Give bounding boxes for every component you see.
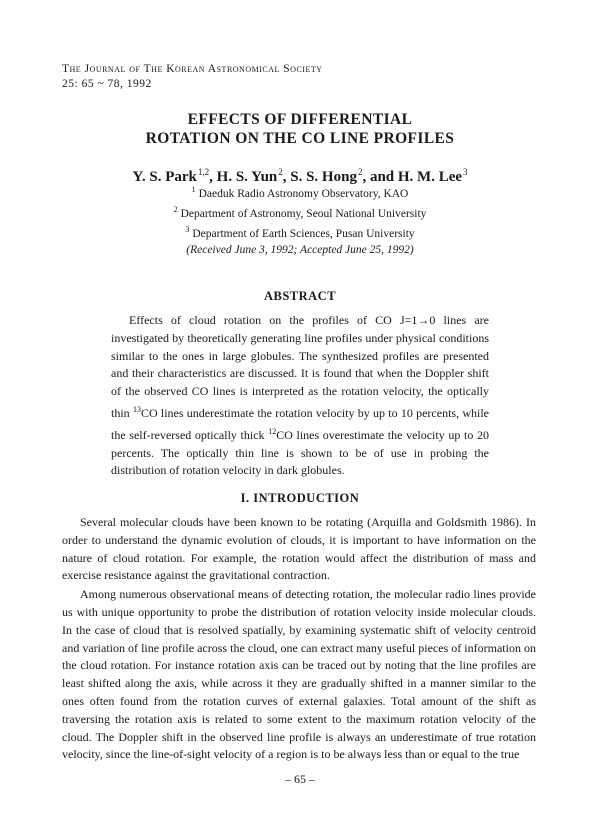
title-line-2: ROTATION ON THE CO LINE PROFILES bbox=[145, 130, 455, 147]
author-affil-mark: 1,2 bbox=[197, 167, 210, 177]
author-affil-mark: 2 bbox=[357, 167, 363, 177]
introduction-heading: I. INTRODUCTION bbox=[240, 491, 360, 505]
abstract-heading: ABSTRACT bbox=[263, 289, 337, 303]
introduction-body bbox=[62, 514, 536, 764]
affiliation bbox=[0, 182, 600, 202]
journal-header bbox=[62, 62, 323, 92]
affiliation bbox=[0, 222, 600, 242]
affiliation-mark: 3 bbox=[185, 225, 190, 234]
abstract-text: CO lines overestimate the velocity up to 20 percents. The optically thin line is shown to be of use in probing the distribution of rotation velocity in dark globules. bbox=[111, 427, 489, 478]
title-line-1: EFFECTS OF DIFFERENTIAL bbox=[187, 111, 413, 128]
author-affil-mark: 2 bbox=[278, 167, 283, 177]
author-name: H. S. Yun bbox=[216, 169, 278, 185]
affiliation-text: Department of Astronomy, Seoul National University bbox=[180, 208, 427, 220]
affiliation-mark: 2 bbox=[173, 205, 178, 214]
page-number: – 65 – bbox=[285, 772, 315, 786]
author-affil-mark: 3 bbox=[463, 167, 468, 177]
author-name: Y. S. Park bbox=[132, 169, 197, 185]
author-name: H. M. Lee bbox=[397, 169, 463, 185]
abstract-text: Effects of cloud rotation on the profiles of CO J=1→0 lines are investigated by theoretically generating line profiles under physical conditions similar to the ones in large globules. The synthesized profiles are presented and their characteristics are discussed. It is found that when the Doppler shift of the observed CO lines is interpreted as the rotation velocity, the optically thin bbox=[111, 313, 489, 420]
body-paragraph: Among numerous observational means of detecting rotation, the molecular radio lines provide us with unique opportunity to probe the distribution of rotation velocity inside molecular clouds. In the case of cloud that is resolved spatially, by examining systematic shift of velocity centroid and variation of line profile across the cloud, one can extract many useful pieces of information on the cloud rotation. For instance rotation axis can be traced out by noting that the line profiles are least shifted along the axis, while across it they are gradually shifted in a manner similar to the ones often found from the rotation curves of external galaxies. Total amount of the shift as traversing the rotation axis is related to some extent to the maximum rotation velocity of the cloud. The Doppler shift in the observed line profile is always an underestimate of true rotation velocity, since the line-of-sight velocity of a region is to be always less than or equal to the true bbox=[62, 587, 536, 762]
isotope-mark: 12 bbox=[268, 426, 277, 436]
author-separator: , bbox=[282, 169, 291, 185]
author-name: S. S. Hong bbox=[290, 169, 357, 185]
affiliation-mark: 1 bbox=[191, 185, 196, 194]
affiliation-text: Department of Earth Sciences, Pusan University bbox=[192, 228, 415, 240]
body-paragraph: Several molecular clouds have been known to be rotating (Arquilla and Goldsmith 1986). In order to understand the dynamic evolution of clouds, it is important to have information on the nature of cloud rotation. For example, the rotation would affect the distribution of mass and exercise resistance against the gravitational contraction. bbox=[62, 515, 536, 583]
author-separator: , bbox=[209, 169, 217, 185]
abstract-text: CO lines underestimate the rotation velocity by up to 10 percents, while the self-reversed optically thick bbox=[111, 405, 489, 442]
abstract-body bbox=[111, 312, 489, 480]
paper-title bbox=[0, 110, 600, 148]
affiliation-text: Daeduk Radio Astronomy Observatory, KAO bbox=[198, 188, 409, 200]
journal-citation: 25: 65 ~ 78, 1992 bbox=[62, 78, 152, 90]
author-separator: , and bbox=[362, 169, 398, 185]
isotope-mark: 13 bbox=[132, 404, 141, 414]
journal-name: The Journal of The Korean Astronomical Society bbox=[62, 63, 323, 75]
affiliation-list bbox=[0, 182, 600, 258]
abstract-paragraph bbox=[111, 312, 489, 480]
affiliation bbox=[0, 202, 600, 222]
received-dates: (Received June 3, 1992; Accepted June 25, 1992) bbox=[186, 244, 414, 256]
